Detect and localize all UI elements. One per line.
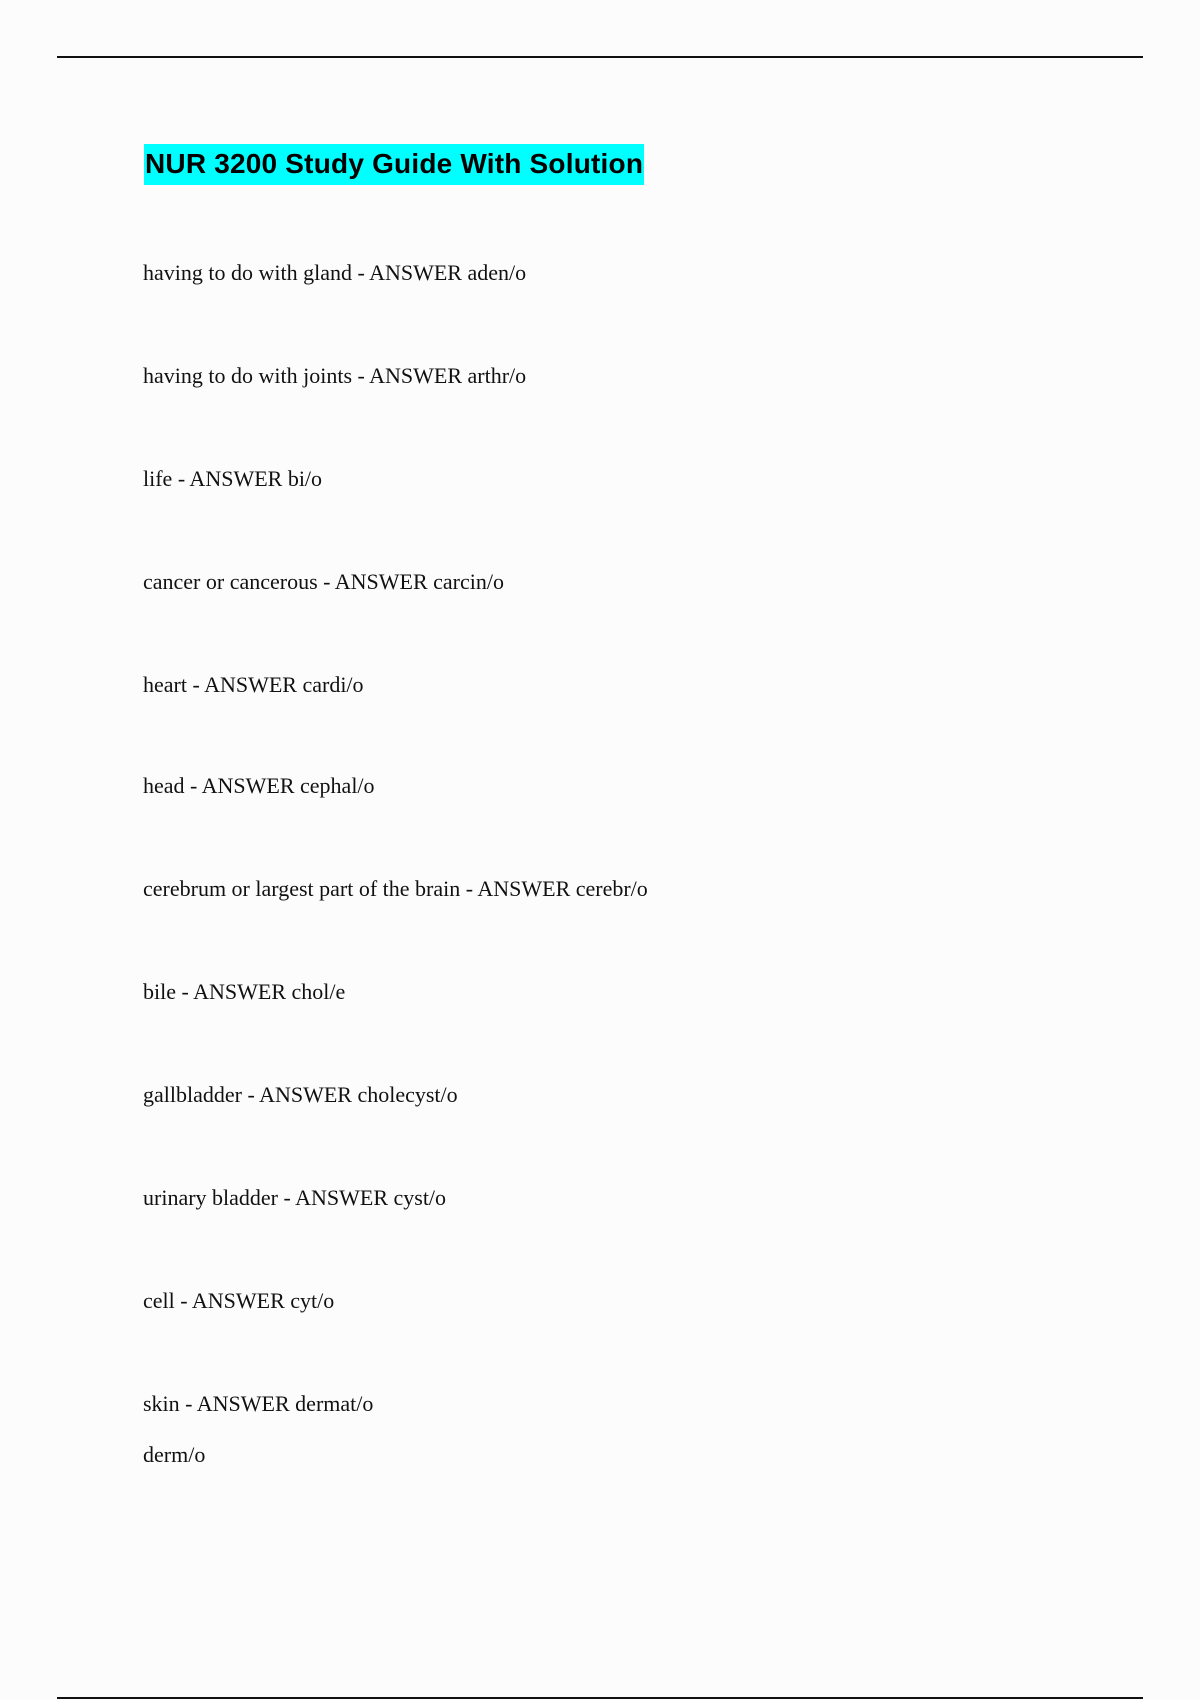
- qa-item-9: gallbladder - ANSWER cholecyst/o: [143, 1082, 458, 1107]
- qa-item-12: skin - ANSWER dermat/o: [143, 1391, 374, 1416]
- qa-item-2: having to do with joints - ANSWER arthr/o: [143, 363, 527, 388]
- qa-item-6: head - ANSWER cephal/o: [143, 773, 375, 798]
- qa-item-1: having to do with gland - ANSWER aden/o: [143, 260, 527, 285]
- qa-item-7: cerebrum or largest part of the brain - ANSWER cerebr/o: [143, 876, 648, 901]
- qa-item-8: bile - ANSWER chol/e: [143, 979, 346, 1004]
- document-title: [143, 143, 645, 185]
- qa-item-12-continuation: derm/o: [143, 1442, 206, 1467]
- qa-item-10: urinary bladder - ANSWER cyst/o: [143, 1185, 447, 1210]
- qa-item-3: life - ANSWER bi/o: [143, 466, 323, 491]
- qa-item-11: cell - ANSWER cyt/o: [143, 1288, 335, 1313]
- document-title-highlight: NUR 3200 Study Guide With Solution: [144, 144, 644, 185]
- footer-rule: [57, 1697, 1143, 1699]
- qa-item-5: heart - ANSWER cardi/o: [143, 672, 364, 697]
- header-rule: [57, 56, 1143, 58]
- qa-item-4: cancer or cancerous - ANSWER carcin/o: [143, 569, 505, 594]
